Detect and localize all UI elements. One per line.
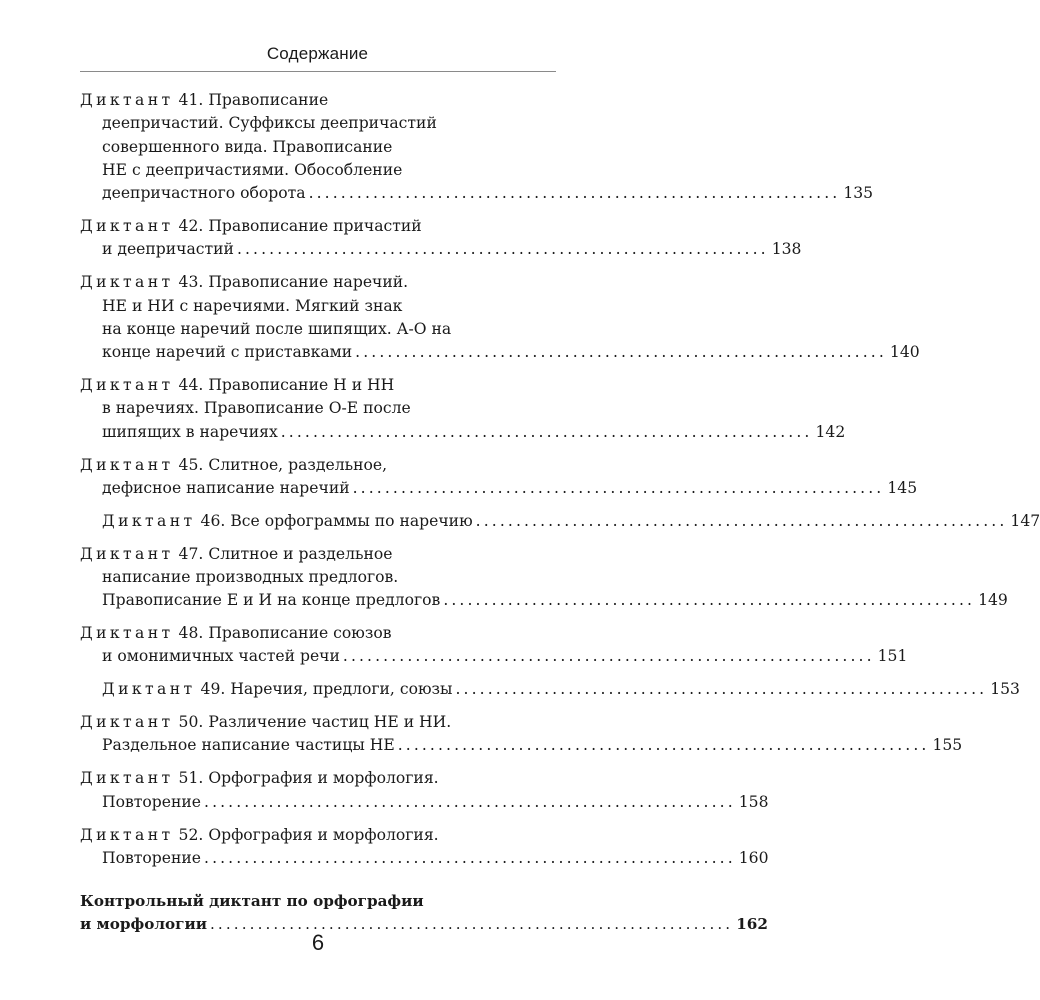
table-of-contents <box>80 89 1040 946</box>
entry-number: 42. <box>178 217 204 236</box>
entry-label: Диктант <box>102 680 196 699</box>
page-number: 162 <box>736 915 768 934</box>
entry-number: 43. <box>178 273 204 292</box>
entry-label: Диктант <box>80 273 174 292</box>
dot-leader: .................................................................. <box>308 184 841 203</box>
entry-number: 41. <box>178 91 204 109</box>
entry-title-line: деепричастий. Суффиксы деепричастий <box>102 114 437 133</box>
entry-title-last-line: шипящих в наречиях <box>102 422 278 441</box>
entry-number: 49. <box>200 680 226 699</box>
toc-entry-42[interactable] <box>80 215 802 262</box>
entry-title-line: на конце наречий после шипящих. А-О на <box>102 319 452 338</box>
entry-number: 52. <box>178 825 204 844</box>
toc-entry-44[interactable] <box>80 374 846 444</box>
entry-title-last-line: Правописание Е и И на конце предлогов <box>102 591 441 610</box>
toc-entry-47[interactable] <box>80 543 1008 613</box>
entry-title-last-line: Наречия, предлоги, союзы <box>230 680 453 699</box>
entry-title-last-line: и морфологии <box>80 915 207 934</box>
entry-number: 51. <box>178 769 204 788</box>
toc-entry-45[interactable] <box>80 454 918 501</box>
page-number: 151 <box>877 647 908 666</box>
dot-leader: .................................................................. <box>475 511 1008 530</box>
dot-leader: .................................................................. <box>210 915 734 934</box>
toc-entry-52[interactable] <box>80 824 769 871</box>
dot-leader: .................................................................. <box>204 792 736 811</box>
entry-title-last-line: дефисное написание наречий <box>102 478 350 497</box>
entry-title-last-line: конце наречий с приставками <box>102 343 353 362</box>
entry-title-last-line: Повторение <box>102 792 202 811</box>
toc-entry-48[interactable] <box>80 622 908 669</box>
page-number: 147 <box>1010 511 1040 530</box>
toc-entry-41[interactable] <box>80 89 874 205</box>
entry-number: 45. <box>178 455 204 474</box>
toc-entry-46[interactable] <box>80 510 1040 533</box>
entry-label: Диктант <box>80 455 174 474</box>
page-number: 140 <box>889 343 920 362</box>
page-number: 149 <box>978 591 1008 610</box>
entry-number: 50. <box>178 713 204 732</box>
dot-leader: .................................................................. <box>342 647 875 666</box>
entry-title-last-line: деепричастного оборота <box>102 184 306 203</box>
entry-label: Диктант <box>80 91 174 109</box>
entry-title-line: НЕ с деепричастиями. Обособление <box>102 160 403 179</box>
entry-title-line: Орфография и морфология. <box>208 769 439 788</box>
page-number: 160 <box>738 848 769 867</box>
dot-leader: .................................................................. <box>355 343 887 362</box>
entry-label: Диктант <box>102 511 196 530</box>
toc-entry-50[interactable] <box>80 711 963 758</box>
running-header: Содержание <box>266 44 369 63</box>
entry-title-line: Контрольный диктант по орфографии <box>80 892 424 911</box>
page-number: 155 <box>932 736 963 755</box>
entry-title-line: Правописание союзов <box>208 624 392 643</box>
entry-title-line: Различение частиц НЕ и НИ. <box>208 713 452 732</box>
page-number: 138 <box>771 240 802 259</box>
toc-entry-43[interactable] <box>80 271 920 364</box>
entry-label: Диктант <box>80 825 174 844</box>
entry-number: 44. <box>178 376 204 395</box>
dot-leader: .................................................................. <box>397 736 930 755</box>
entry-label: Диктант <box>80 544 174 563</box>
page-number: 158 <box>738 792 769 811</box>
page-number: 142 <box>815 422 846 441</box>
entry-title-line: Слитное и раздельное <box>208 544 393 563</box>
toc-entry-51[interactable] <box>80 767 769 814</box>
entry-title-line: в наречиях. Правописание О-Е после <box>102 399 411 418</box>
entry-number: 48. <box>178 624 204 643</box>
dot-leader: .................................................................. <box>443 591 976 610</box>
entry-title-last-line: Раздельное написание частицы НЕ <box>102 736 395 755</box>
entry-label: Диктант <box>80 713 174 732</box>
entry-title-last-line: и деепричастий <box>102 240 234 259</box>
entry-label: Диктант <box>80 217 174 236</box>
entry-title-line: Слитное, раздельное, <box>208 455 388 474</box>
dot-leader: .................................................................. <box>352 478 885 497</box>
header-rule <box>80 71 556 72</box>
entry-number: 47. <box>178 544 204 563</box>
page-number: 153 <box>990 680 1020 699</box>
entry-title-last-line: и омонимичных частей речи <box>102 647 340 666</box>
entry-title-line: Правописание <box>208 91 329 109</box>
entry-label: Диктант <box>80 769 174 788</box>
page-number: 135 <box>843 184 874 203</box>
entry-title-line: Правописание причастий <box>208 217 422 236</box>
entry-title-line: Правописание наречий. <box>208 273 409 292</box>
dot-leader: .................................................................. <box>280 422 813 441</box>
page-number: 145 <box>887 478 918 497</box>
entry-title-line: НЕ и НИ с наречиями. Мягкий знак <box>102 296 403 315</box>
dot-leader: .................................................................. <box>455 680 988 699</box>
dot-leader: .................................................................. <box>236 240 769 259</box>
dot-leader: .................................................................. <box>204 848 736 867</box>
entry-label: Диктант <box>80 624 174 643</box>
entry-number: 46. <box>200 511 226 530</box>
entry-title-line: написание производных предлогов. <box>102 567 399 586</box>
entry-title-line: Правописание Н и НН <box>208 376 395 395</box>
entry-title-line: Орфография и морфология. <box>208 825 439 844</box>
toc-entry-49[interactable] <box>80 678 1020 701</box>
entry-title-last-line: Повторение <box>102 848 202 867</box>
entry-title-last-line: Все орфограммы по наречию <box>230 511 473 530</box>
page-folio: 6 <box>311 930 325 955</box>
entry-label: Диктант <box>80 376 174 395</box>
entry-title-line: совершенного вида. Правописание <box>102 137 393 156</box>
